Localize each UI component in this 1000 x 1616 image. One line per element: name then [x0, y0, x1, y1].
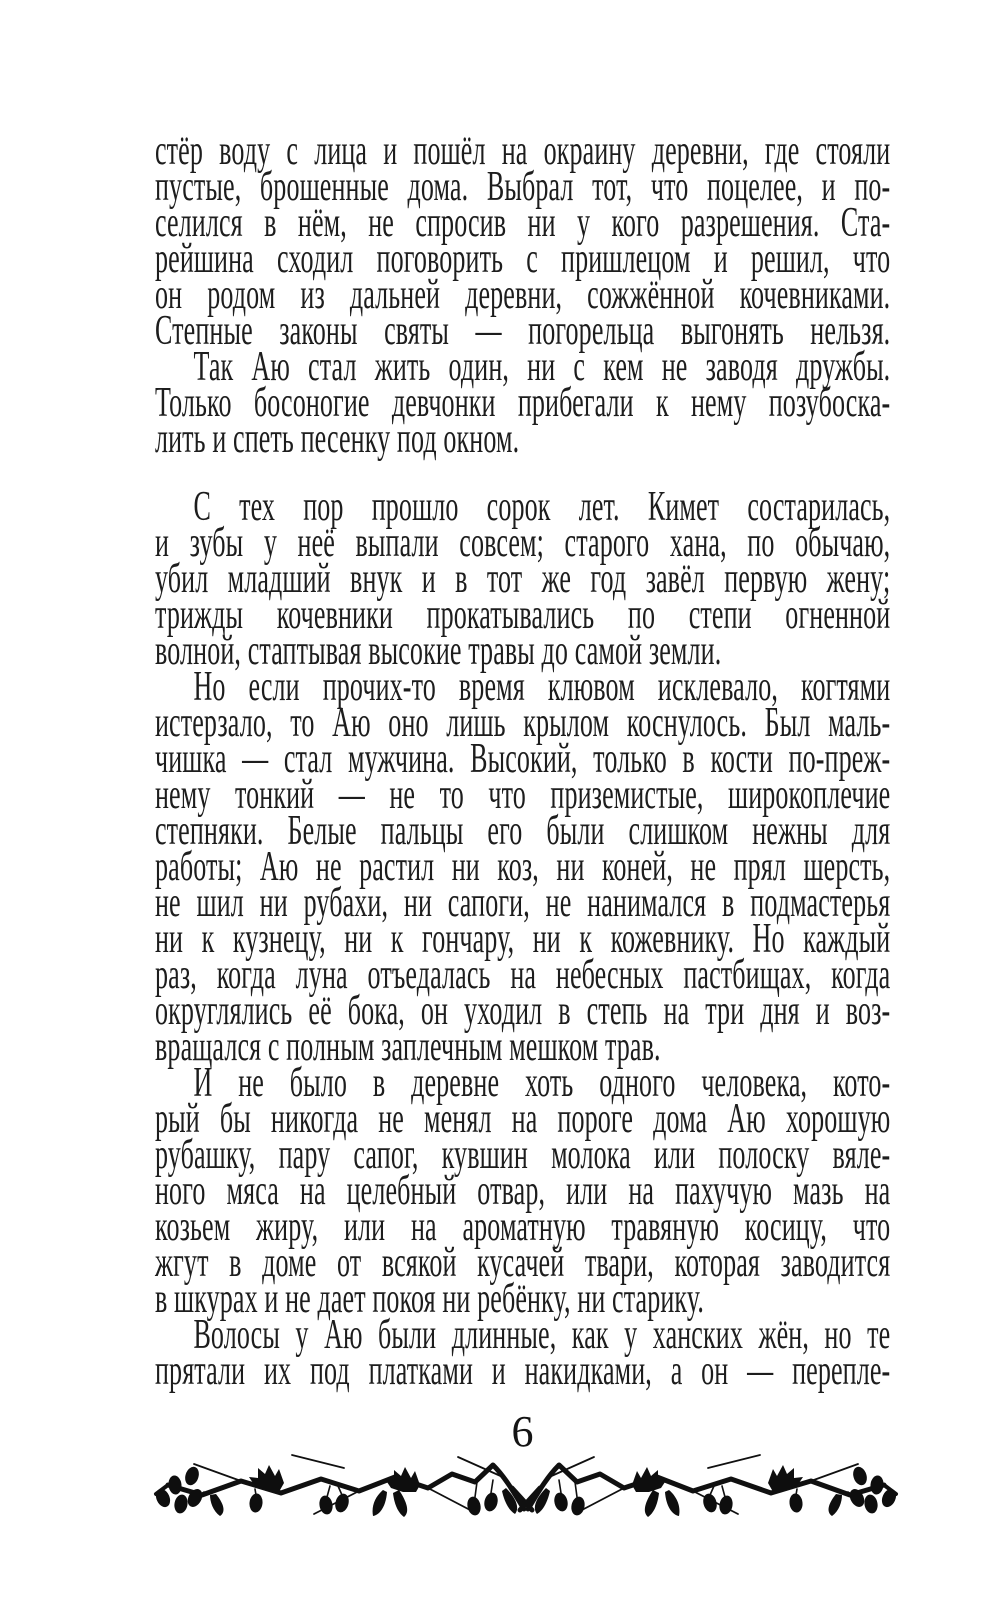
text-line: Только босоногие девчонки прибегали к нему позубоска- — [155, 380, 891, 426]
text-line: округлялись её бока, он уходил в степь на три дня и воз- — [155, 988, 891, 1034]
text-line: Волосы у Аю были длинные, как у ханских жён, но те — [193, 1312, 891, 1358]
text-line: рейшина сходил поговорить с пришлецом и решил, что — [155, 236, 891, 282]
text-line: Так Аю стал жить один, ни с кем не заводя дружбы. — [193, 344, 891, 390]
text-line: Но если прочих-то время клювом исклевало, когтями — [193, 664, 891, 710]
hawthorn-branch-ornament — [148, 1452, 904, 1524]
text-line: он родом из дальней деревни, сожжённой кочевниками. — [155, 272, 891, 318]
footer-ornament — [148, 1452, 904, 1524]
text-line: волной, стаптывая высокие травы до самой земли. — [155, 628, 722, 674]
text-line: пустые, брошенные дома. Выбрал тот, что поцелее, и по- — [155, 164, 891, 210]
text-line: вращался с полным заплечным мешком трав. — [155, 1024, 661, 1070]
text-line: и зубы у неё выпали совсем; старого хана, по обычаю, — [155, 520, 891, 566]
text-line: в шкурах и не дает покоя ни ребёнку, ни старику. — [155, 1276, 704, 1322]
page-number: 6 — [511, 1407, 534, 1456]
text-line: селился в нём, не спросив ни у кого разрешения. Ста- — [155, 200, 891, 246]
text-line: жгут в доме от всякой кусачей твари, которая заводится — [155, 1240, 891, 1286]
text-line: С тех пор прошло сорок лет. Кимет состарилась, — [193, 484, 891, 530]
text-line: ного мяса на целебный отвар, или на пахучую мазь на — [155, 1168, 891, 1214]
text-line: Степные законы святы — погорельца выгонять нельзя. — [155, 308, 891, 354]
text-line: лить и спеть песенку под окном. — [155, 416, 520, 462]
text-line: прятали их под платками и накидками, а он — перепле- — [155, 1348, 891, 1394]
text-line: убил младший внук и в тот же год завёл первую жену; — [155, 556, 891, 602]
text-line: ни к кузнецу, ни к гончару, ни к кожевнику. Но каждый — [155, 916, 891, 962]
text-line: чишка — стал мужчина. Высокий, только в кости по-преж- — [155, 736, 891, 782]
text-line: работы; Аю не растил ни коз, ни коней, не прял шерсть, — [155, 844, 891, 890]
text-line: козьем жиру, или на ароматную травяную косицу, что — [155, 1204, 891, 1250]
text-line: раз, когда луна отъедалась на небесных пастбищах, когда — [155, 952, 891, 998]
text-line: стёр воду с лица и пошёл на окраину деревни, где стояли — [155, 128, 891, 174]
text-line: не шил ни рубахи, ни сапоги, не нанимался в подмастерья — [155, 880, 891, 926]
text-line: степняки. Белые пальцы его были слишком нежны для — [155, 808, 891, 854]
text-line: рый бы никогда не менял на пороге дома Аю хорошую — [155, 1096, 891, 1142]
text-line: И не было в деревне хоть одного человека, кото- — [193, 1060, 891, 1106]
text-line: рубашку, пару сапог, кувшин молока или полоску вяле- — [155, 1132, 891, 1178]
page-text — [155, 128, 891, 1394]
text-line: нему тонкий — не то что приземистые, широкоплечие — [155, 772, 891, 818]
text-line: трижды кочевники прокатывались по степи огненной — [155, 592, 891, 638]
text-line: истерзало, то Аю оно лишь крылом коснулось. Был маль- — [155, 700, 891, 746]
